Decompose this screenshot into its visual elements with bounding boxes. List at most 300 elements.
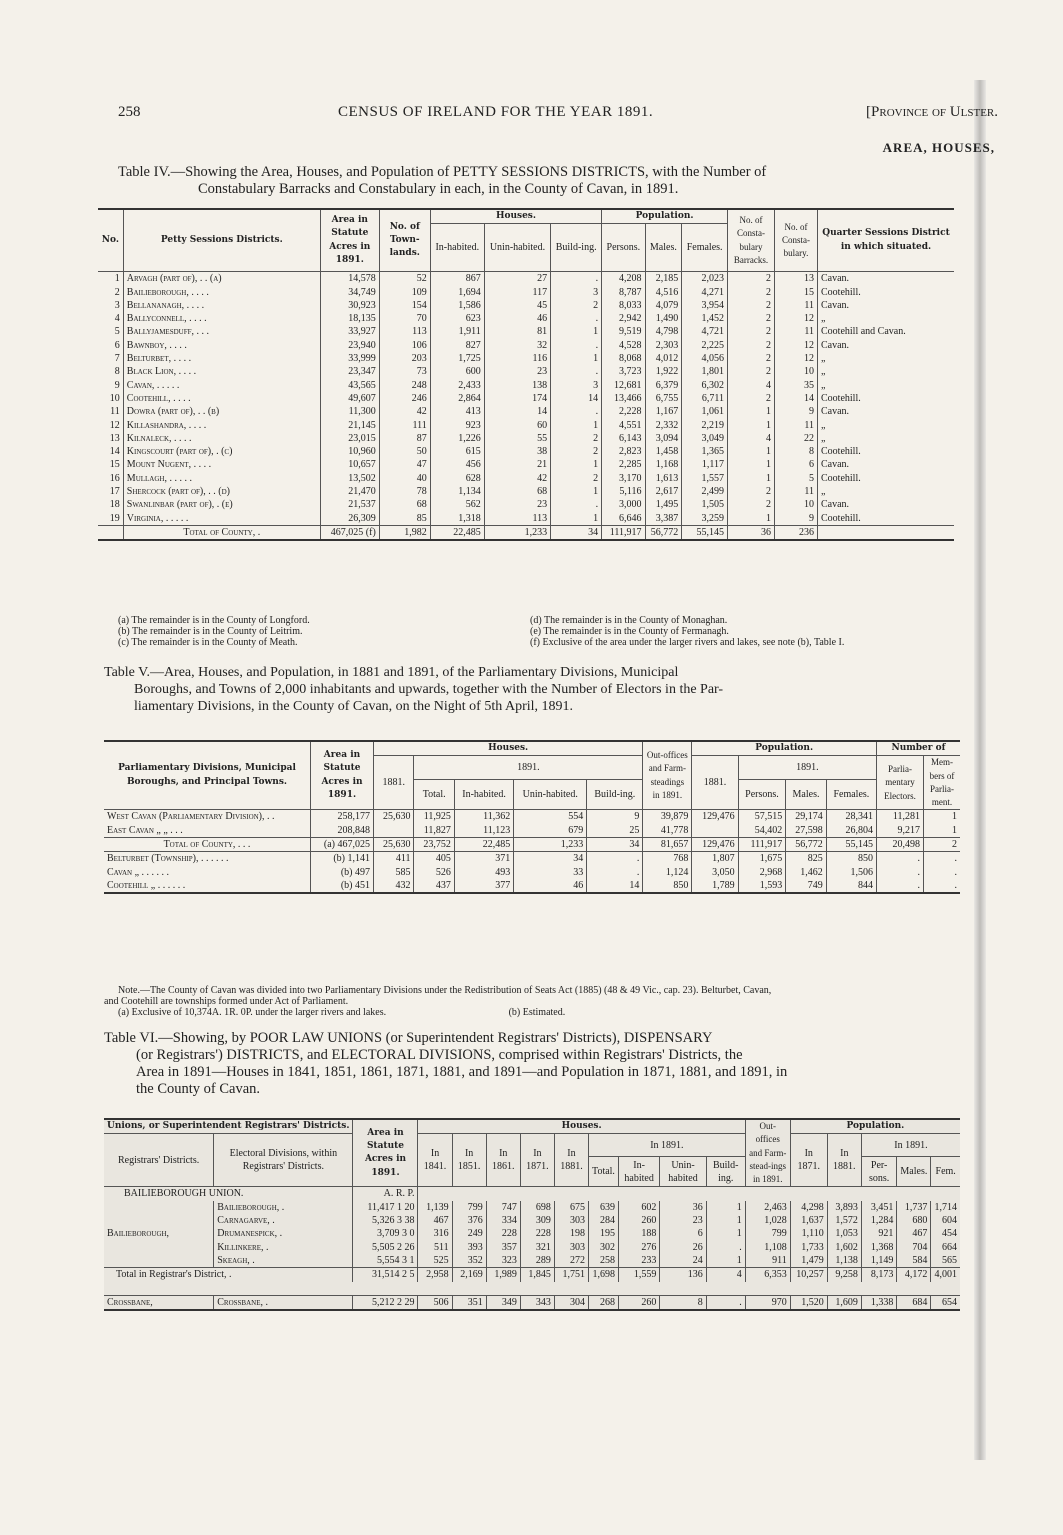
table-cell: 10 [775,365,818,378]
table-cell: 85 [379,512,430,526]
table-cell: 45 [484,299,550,312]
table-cell: 2,185 [645,272,682,286]
table-cell: 33,927 [320,325,379,338]
table-cell: Shercock (part of), . . (d) [123,485,320,498]
table-cell: 23 [484,365,550,378]
col-inhabited: In-habited. [454,780,513,810]
table-cell: 1,725 [430,352,484,365]
table-cell: 704 [897,1241,931,1254]
table-cell: 5,116 [602,485,645,498]
total-cell: 4,001 [931,1268,960,1282]
table-cell: 1,124 [643,866,692,879]
table-cell: 4,721 [682,325,728,338]
table-cell: 34 [587,838,643,852]
table-cell: 4,528 [602,339,645,352]
table-cell: 867 [430,272,484,286]
table-cell: 654 [931,1296,960,1311]
table-cell: 258,177 [311,810,374,824]
table-cell: 9 [775,405,818,418]
table-cell: (b) 497 [311,866,374,879]
table-cell: 23 [660,1214,706,1227]
total-cell: 55,145 [682,525,728,540]
table-cell: 1,602 [827,1241,861,1254]
table-cell: 4 [114,313,120,325]
table-cell: Belturbet (Township), . . . . . . [104,852,311,866]
table-cell: 352 [452,1254,486,1268]
table-row [98,272,954,286]
col-district: Petty Sessions Districts. [123,209,320,272]
total-cell: 1,751 [554,1268,588,1282]
table-cell: 768 [643,852,692,866]
table-cell: 5 [775,472,818,485]
table-cell: Ballyconnell, . . . . [123,312,320,325]
table-cell: 2 [728,286,775,299]
table-cell: 2 [728,299,775,312]
table-cell: 1,117 [682,458,728,471]
table4-caption: Table IV.—Showing the Area, Houses, and Population of PETTY SESSIONS DISTRICTS, with the Number of Constabulary Barracks and Constabulary in each, in the County of Cavan, in 1891. [118,164,767,197]
table-cell: 26 [660,1241,706,1254]
table-cell: 11,123 [454,824,513,838]
table-cell: 12 [775,352,818,365]
table-cell: 1,318 [430,512,484,526]
table-cell: 34,749 [320,286,379,299]
table-cell: Cootehill, . . . . [123,392,320,405]
table-cell: 303 [554,1214,588,1227]
table-cell: 5 [114,326,120,338]
table-row [98,339,954,352]
table-cell: 554 [514,810,587,824]
table-cell: 562 [430,498,484,511]
table-cell: 454 [931,1227,960,1240]
table-cell: 5,326 3 38 [353,1214,418,1227]
table-cell: 21,470 [320,485,379,498]
table-cell: 679 [514,824,587,838]
table-cell: 698 [520,1201,554,1214]
table-cell: 4,079 [645,299,682,312]
table-cell: 11 [775,419,818,432]
table-cell: 23,752 [414,838,454,852]
table-cell: 343 [520,1296,554,1311]
table-cell: 12 [109,419,120,431]
table-cell [104,1241,214,1254]
col-registrars: Registrars' Districts. [104,1134,214,1187]
table-cell: 81,657 [643,838,692,852]
arp-label: A. R. P. [353,1187,418,1201]
table-cell: Killinkere, . [214,1241,353,1254]
table-cell: . [551,498,602,511]
table-cell: 47 [379,458,430,471]
table-cell: 5,212 2 29 [353,1296,418,1311]
table-cell: 2,228 [602,405,645,418]
table-cell: 276 [618,1241,659,1254]
table-cell: 23,940 [320,339,379,352]
table-row [104,879,960,893]
table-cell: (a) 467,025 [311,838,374,852]
col-males: Males. [645,224,682,272]
table-cell: Belturbet, . . . . [123,352,320,365]
table-cell: 4,271 [682,286,728,299]
table-cell: 1,520 [790,1296,827,1311]
col-electors: Number of [877,741,961,756]
table-cell: 1,338 [861,1296,897,1311]
table-cell: 850 [643,879,692,893]
table-cell: 1,028 [745,1214,790,1227]
table-cell: (b) 451 [311,879,374,893]
table-cell: . [924,852,961,866]
col-offices: Out-offices and Farm-stead-ings in 1891. [745,1119,790,1187]
table-cell: Skeagh, . [214,1254,353,1268]
col-offices: Out-offices and Farm-steadings in 1891. [643,741,692,810]
table-cell: 4,551 [602,419,645,432]
table-cell: 111,917 [738,838,786,852]
table-cell: 600 [430,365,484,378]
table-cell: 36 [660,1201,706,1214]
table-cell: 11,300 [320,405,379,418]
table-cell: 55 [484,432,550,445]
table-cell: Total of County, . . . [104,838,311,852]
table-cell: 22 [775,432,818,445]
table-cell: 1 [706,1254,745,1268]
table-cell: 2,219 [682,419,728,432]
total-cell: 236 [775,525,818,540]
table-cell: 9,217 [877,824,924,838]
table-cell: 525 [418,1254,452,1268]
table-cell: 1,609 [827,1296,861,1311]
col-division: Parliamentary Divisions, Municipal Boroughs, and Principal Towns. [104,741,311,810]
table-cell: „ [818,419,955,432]
total-cell: Total of County, . [123,525,320,540]
table-cell: 38 [484,445,550,458]
total-cell: 136 [660,1268,706,1282]
table-cell: 289 [520,1254,554,1268]
table-cell: Cootehill. [818,392,955,405]
total-cell: 36 [728,525,775,540]
col-p1881: 1881. [692,756,738,810]
table-cell: 585 [374,866,414,879]
table-cell: 2 [728,272,775,286]
table-cell: 10 [775,498,818,511]
total-cell: 31,514 2 5 [353,1268,418,1282]
table-cell: Bawnboy, . . . . [123,339,320,352]
col-area: Area in Statute Acres in 1891. [353,1119,418,1187]
table-cell: 12,681 [602,379,645,392]
table-cell: 456 [430,458,484,471]
table-cell: 2,303 [645,339,682,352]
total-cell: 2,169 [452,1268,486,1282]
table-cell: 260 [618,1296,659,1311]
table-cell: 6 [660,1227,706,1240]
table-cell: Bellananagh, . . . . [123,299,320,312]
total-label: Total in Registrar's District, . [104,1268,353,1282]
table-cell: 18 [109,499,120,511]
table-cell: 316 [418,1227,452,1240]
table-cell: 3,050 [692,866,738,879]
table-cell: Cavan, . . . . . [123,379,320,392]
total-cell: 467,025 (f) [320,525,379,540]
table-cell: 52 [379,272,430,286]
table-cell: 393 [452,1241,486,1254]
table-cell: 9,519 [602,325,645,338]
table-cell: 228 [520,1227,554,1240]
table-row [98,405,954,418]
col-barracks: No. of Consta-bulary Barracks. [728,209,775,272]
table-cell: 25,630 [374,838,414,852]
table-cell: 1 [728,405,775,418]
table-cell: 3 [551,379,602,392]
table-row [98,312,954,325]
table-cell: 304 [554,1296,588,1311]
table-cell: 46 [484,312,550,325]
col-p1881: In 1881. [827,1134,861,1187]
total-cell: 1,845 [520,1268,554,1282]
table-cell: 1,495 [645,498,682,511]
table-cell: 174 [484,392,550,405]
table-cell: Virginia, . . . . . [123,512,320,526]
col-h1891: 1891. [414,756,643,780]
table-cell: 23,015 [320,432,379,445]
table-cell: 3,709 3 0 [353,1227,418,1240]
table-cell: 2 [551,445,602,458]
table-cell: Dowra (part of), . . (b) [123,405,320,418]
table-cell: . [551,365,602,378]
table-cell: 10 [109,392,120,404]
table-cell: 4,056 [682,352,728,365]
table-cell: 506 [418,1296,452,1311]
table4-notes-right: (d) The remainder is in the County of Monaghan. (e) The remainder is in the County of Fermanagh. (f) Exclusive of the area under the larger rivers and lakes, see note (b), Table I. [530,615,845,648]
table-cell: 1,506 [826,866,876,879]
total-cell: 4,172 [897,1268,931,1282]
table-cell: 106 [379,339,430,352]
col-total: Total. [589,1157,619,1187]
col-h1881: 1881. [374,756,414,810]
table-row [104,1214,960,1227]
table-row [98,365,954,378]
table-row [98,286,954,299]
table-cell: 26,309 [320,512,379,526]
table-row [104,1254,960,1268]
table-cell: 249 [452,1227,486,1240]
table-cell: 203 [379,352,430,365]
col-constabulary: No. of Consta-bulary. [775,209,818,272]
total-cell: 1,989 [486,1268,520,1282]
table-cell: 2 [551,299,602,312]
table-cell: 2 [924,838,961,852]
table-cell: 2,225 [682,339,728,352]
col-area: Area in Statute Acres in 1891. [311,741,374,810]
table-cell: 68 [484,485,550,498]
table-cell: . [551,405,602,418]
table-row [98,445,954,458]
table-cell: 1,733 [790,1241,827,1254]
table-cell: Cootehill. [818,472,955,485]
total-cell: 9,258 [827,1268,861,1282]
table-row [98,352,954,365]
table-cell: 11 [775,299,818,312]
table-cell: 1,149 [861,1254,897,1268]
table-cell: 377 [454,879,513,893]
table-cell: 1 [551,352,602,365]
table-cell: . [924,866,961,879]
table-cell: 8 [114,366,120,378]
table-cell: 6 [114,339,120,351]
table-cell: 11,362 [454,810,513,824]
page-title: CENSUS OF IRELAND FOR THE YEAR 1891. [338,104,654,120]
table-cell: 21 [484,458,550,471]
table-cell: 8,068 [602,352,645,365]
table-cell: „ [818,365,955,378]
table-cell: Ballyjamesduff, . . . [123,325,320,338]
table-cell: 6,646 [602,512,645,526]
col-uninhabited: Unin-habited. [514,780,587,810]
scan-edge [974,80,986,1460]
table-cell: 29,174 [786,810,826,824]
table-cell: . [877,879,924,893]
table-cell: 11,925 [414,810,454,824]
table-cell: 2,285 [602,458,645,471]
table-cell: 3,170 [602,472,645,485]
total-cell: 1,698 [589,1268,619,1282]
table-row [98,512,954,526]
table-cell: 2 [728,325,775,338]
table-cell: 30,923 [320,299,379,312]
table-cell: 56,772 [786,838,826,852]
province-label: [Province of Ulster. [866,104,998,120]
table-cell: 1,922 [645,365,682,378]
table-cell: 2,864 [430,392,484,405]
table-cell: 628 [430,472,484,485]
table-cell: 1,053 [827,1227,861,1240]
table-cell: Kilnaleck, . . . . [123,432,320,445]
table-cell: 680 [897,1214,931,1227]
col-h1841: In 1841. [418,1134,452,1187]
total-cell: 34 [551,525,602,540]
total-cell: 4 [706,1268,745,1282]
table-cell: 639 [589,1201,619,1214]
table-cell: 9 [587,810,643,824]
table-cell: Cavan. [818,299,955,312]
table-cell: 1,458 [645,445,682,458]
col-population: Population. [692,741,877,756]
table-cell: 15 [775,286,818,299]
table-cell: „ [818,352,955,365]
table-cell: 54,402 [738,824,786,838]
table-cell: 228 [486,1227,520,1240]
table-cell: 467 [418,1214,452,1227]
table-cell: 13,502 [320,472,379,485]
table-row [98,458,954,471]
table-row [98,432,954,445]
total-cell: 1,982 [379,525,430,540]
col-houses: Houses. [374,741,643,756]
table-cell: 584 [897,1254,931,1268]
table-cell: 850 [826,852,876,866]
table-cell: 17 [109,486,120,498]
table-cell: 1,505 [682,498,728,511]
table-cell: 349 [486,1296,520,1311]
table-cell: 49,607 [320,392,379,405]
table-cell: 11,827 [414,824,454,838]
table-cell: 1,168 [645,458,682,471]
col-h1871: In 1871. [520,1134,554,1187]
table-cell: 623 [430,312,484,325]
table-cell: 4,516 [645,286,682,299]
table5-notes: Note.—The County of Cavan was divided into two Parliamentary Divisions under the Redistribution of Seats Act (1885) (48 & 49 Vic., cap. 23). Belturbet, Cavan, and Cootehill are townships formed under Act of Parliament. (a) Exclusive of 10,374A. 1R. 0P. under the larger rivers and lakes. (b) Estimated. [104,985,772,1018]
table-cell: 1,108 [745,1241,790,1254]
table-cell: 604 [931,1214,960,1227]
table-cell: 911 [745,1254,790,1268]
table-cell: 405 [414,852,454,866]
table-cell: 24 [660,1254,706,1268]
table-cell: Carnagarve, . [214,1214,353,1227]
table-cell: 1,138 [827,1254,861,1268]
table-cell: 109 [379,286,430,299]
table-cell: 129,476 [692,810,738,824]
table-row [98,392,954,405]
total-cell: 2,958 [418,1268,452,1282]
table-cell: 11 [775,325,818,338]
table-cell: 749 [786,879,826,893]
table-cell: 25,630 [374,810,414,824]
table-cell: 1,134 [430,485,484,498]
table-cell: 615 [430,445,484,458]
table-cell: 18,135 [320,312,379,325]
table-cell: 260 [618,1214,659,1227]
table-cell: 4 [728,379,775,392]
table-cell: 2 [728,392,775,405]
table-cell: East Cavan „ „ . . . [107,824,183,836]
table-cell: 57,515 [738,810,786,824]
table-cell: 3 [551,286,602,299]
table-cell: 138 [484,379,550,392]
table-cell: Crossbane, . [214,1296,353,1311]
col-quarter: Quarter Sessions District in which situated. [818,209,955,272]
table-cell: Crossbane, [104,1296,214,1311]
table-cell: 2,332 [645,419,682,432]
table-row [98,299,954,312]
table-cell: 8 [660,1296,706,1311]
union-label: BAILIEBOROUGH UNION. [124,1188,244,1200]
total-row [98,525,954,540]
col-h1891: In 1891. [589,1134,746,1157]
table-cell: 1 [706,1227,745,1240]
table-cell: 25 [587,824,643,838]
table-cell [104,1254,214,1268]
table-cell: Killashandra, . . . . [123,419,320,432]
table-cell: 42 [484,472,550,485]
table-cell: 1,789 [692,879,738,893]
table-cell: 46 [514,879,587,893]
table6 [104,1118,960,1311]
table-cell: Mount Nugent, . . . . [123,458,320,471]
table-cell: 1,613 [645,472,682,485]
table-cell: 923 [430,419,484,432]
table-cell: . [587,852,643,866]
table-cell: 6,711 [682,392,728,405]
table-cell: Bailieborough, [107,1228,170,1240]
col-inhabited: In-habited. [430,224,484,272]
table-cell: 11 [110,406,120,418]
table-cell: 334 [486,1214,520,1227]
table-cell: Cootehill „ . . . . . . [107,879,186,891]
col-uninhabited: Unin-habited [660,1157,706,1187]
table-cell: 2 [114,286,120,298]
table-cell: 3,094 [645,432,682,445]
table-cell: 1,167 [645,405,682,418]
table-cell: 351 [452,1296,486,1311]
table-cell: 565 [931,1254,960,1268]
table-cell: 827 [430,339,484,352]
table-cell: 1,490 [645,312,682,325]
